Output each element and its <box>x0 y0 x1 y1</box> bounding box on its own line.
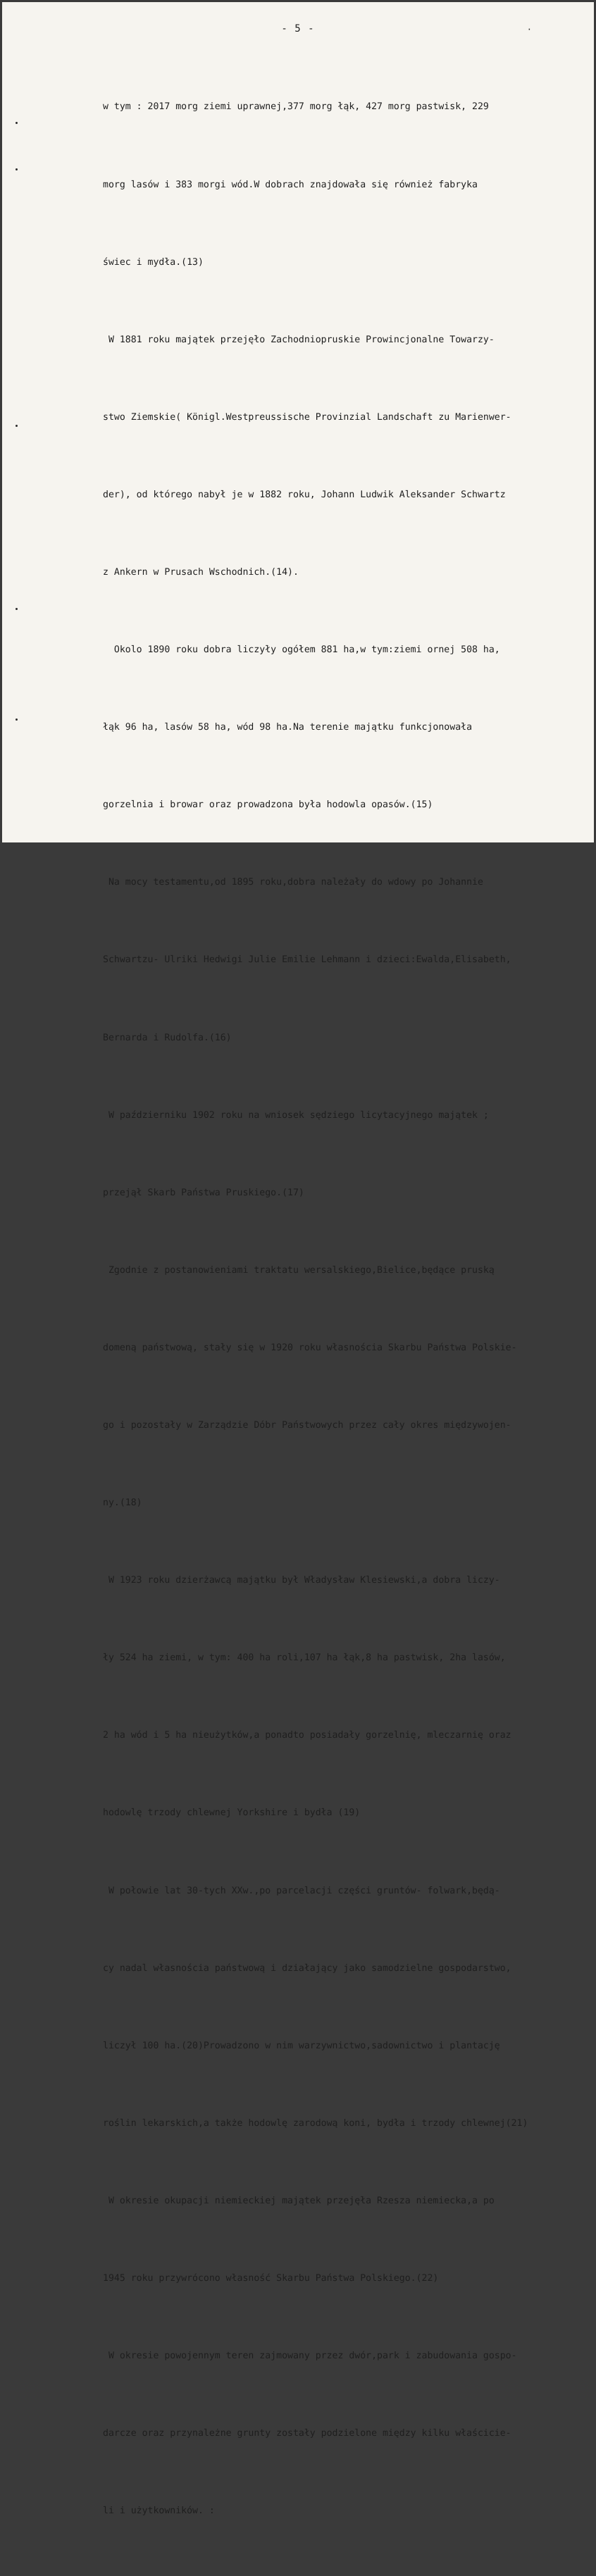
margin-dot <box>15 122 18 124</box>
text-line: świec i mydła.(13) <box>103 256 204 268</box>
margin-dot <box>15 718 18 721</box>
text-line: cy nadal własnościa państwową i działający jako samodzielne gospodarstwo, <box>103 1962 511 1974</box>
text-line: der), od którego nabył je w 1882 roku, Johann Ludwik Aleksander Schwartz <box>103 489 506 500</box>
document-page <box>2 2 594 2517</box>
text-line: 1945 roku przywrócono własność Skarbu Państwa Polskiego.(22) <box>103 2273 439 2284</box>
text-line: W okresie okupacji niemieckiej majątek przejęła Rzesza niemiecka,a po <box>103 2195 495 2206</box>
text-line: gorzelnia i browar oraz prowadzona była hodowla opasów.(15) <box>103 799 433 811</box>
text-line: z Ankern w Prusach Wschodnich.(14). <box>103 566 299 578</box>
text-line: hodowlę trzody chlewnej Yorkshire i bydła (19) <box>103 1807 361 1819</box>
margin-dot <box>15 608 18 610</box>
text-line: Zgodnie z postanowieniami traktatu wersalskiego,Bielice,będące pruską <box>103 1264 495 1276</box>
text-line: Bernarda i Rudolfa.(16) <box>103 1032 232 1043</box>
text-line: li i użytkowników. : <box>103 2506 215 2517</box>
text-line: przejął Skarb Państwa Pruskiego.(17) <box>103 1187 304 1198</box>
text-line: domeną państwową, stały się w 1920 roku własnościa Skarbu Państwa Polskie- <box>103 1342 517 1353</box>
text-line: 2 ha wód i 5 ha nieużytków,a ponadto posiadały gorzelnię, mleczarnię oraz <box>103 1730 511 1741</box>
margin-dot <box>15 168 18 170</box>
text-line: W okresie powojennym teren zajmowany przez dwór,park i zabudowania gospo- <box>103 2351 517 2362</box>
text-line: ły 524 ha ziemi, w tym: 400 ha roli,107 ha łąk,8 ha pastwisk, 2ha lasów, <box>103 1653 506 1664</box>
text-line: liczył 100 ha.(20)Prowadzono w nim warzywnictwo,sadownictwo i plantację <box>103 2040 500 2051</box>
text-line: darcze oraz przynależne grunty zostały podzielone między kilku właścicie- <box>103 2428 511 2439</box>
text-line: morg lasów i 383 morgi wód.W dobrach znajdowała się również fabryka <box>103 179 478 190</box>
text-line: Na mocy testamentu,od 1895 roku,dobra należały do wdowy po Johannie <box>103 877 483 888</box>
text-line: W 1881 roku majątek przejęło Zachodniopruskie Prowincjonalne Towarzy- <box>103 334 495 345</box>
corner-mark: · <box>526 25 532 35</box>
text-line: W 1923 roku dzierżawcą majątku był Władysław Klesiewski,a dobra liczy- <box>103 1575 500 1586</box>
text-line: ny.(18) <box>103 1498 142 1509</box>
text-line: go i pozostały w Zarządzie Dóbr Państwowych przez cały okres międzywojen- <box>103 1420 511 1431</box>
page-number: - 5 - <box>281 23 315 35</box>
text-line: Okolo 1890 roku dobra liczyły ogółem 881 ha,w tym:ziemi ornej 508 ha, <box>103 645 500 656</box>
text-line: W połowie lat 30-tych XXw.,po parcelacji części gruntów- folwark,będą- <box>103 1885 500 1896</box>
text-line: łąk 96 ha, lasów 58 ha, wód 98 ha.Na terenie majątku funkcjonowała <box>103 722 473 733</box>
text-line: roślin lekarskich,a także hodowlę zarodową koni, bydła i trzody chlewnej(21) <box>103 2117 528 2129</box>
margin-dot <box>15 425 18 427</box>
text-line: stwo Ziemskie( Königl.Westpreussische Provinzial Landschaft zu Marienwer- <box>103 411 511 423</box>
text-line: W październiku 1902 roku na wniosek sędziego licytacyjnego majątek ; <box>103 1109 489 1121</box>
text-line: Schwartzu- Ulriki Hedwigi Julie Emilie Lehmann i dzieci:Ewalda,Elisabeth, <box>103 954 511 966</box>
text-line: w tym : 2017 morg ziemi uprawnej,377 morg łąk, 427 morg pastwisk, 229 <box>103 101 489 113</box>
body-text <box>103 43 554 2576</box>
